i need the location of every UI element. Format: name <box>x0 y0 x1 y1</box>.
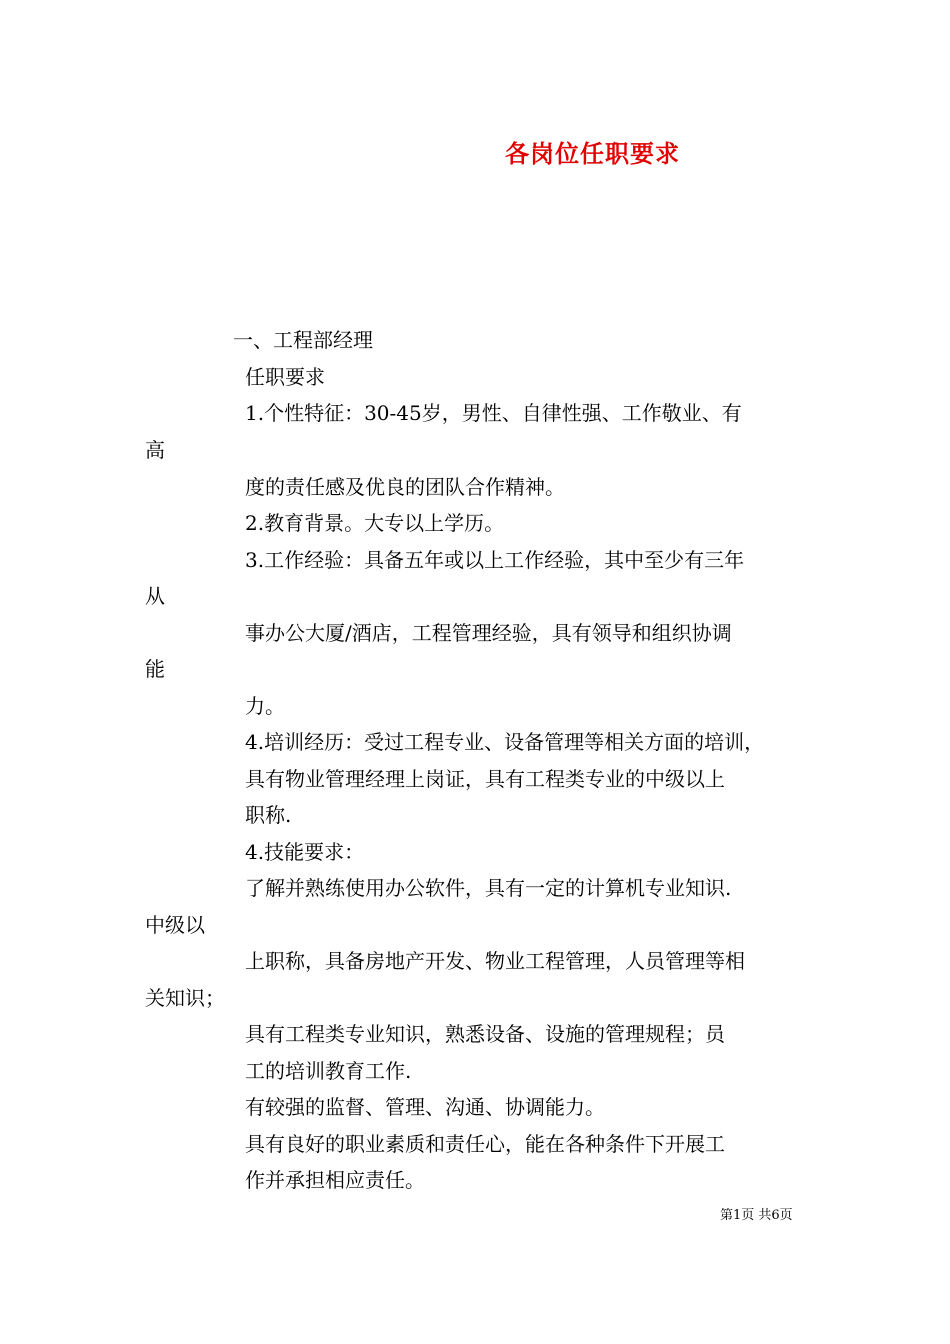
section-heading: 一、工程部经理 <box>233 328 373 352</box>
body-line: 度的责任感及优良的团队合作精神。 <box>245 475 565 499</box>
body-line-wrap: 关知识； <box>145 986 225 1010</box>
body-line-wrap: 中级以 <box>145 913 205 937</box>
body-line: 具有良好的职业素质和责任心，能在各种条件下开展工 <box>245 1132 725 1156</box>
body-line: 任职要求 <box>245 365 325 389</box>
body-line: 4.培训经历：受过工程专业、设备管理等相关方面的培训， <box>245 730 765 754</box>
body-line: 具有物业管理经理上岗证，具有工程类专业的中级以上 <box>245 767 725 791</box>
body-line: 作并承担相应责任。 <box>245 1168 425 1192</box>
body-line: 4.技能要求： <box>245 840 365 864</box>
body-line: 了解并熟练使用办公软件，具有一定的计算机专业知识. <box>245 876 732 900</box>
body-line-wrap: 从 <box>145 584 165 608</box>
body-line: 力。 <box>245 694 285 718</box>
body-line: 具有工程类专业知识，熟悉设备、设施的管理规程；员 <box>245 1022 725 1046</box>
body-line-wrap: 高 <box>145 438 165 462</box>
body-line: 职称. <box>245 803 292 827</box>
body-line: 有较强的监督、管理、沟通、协调能力。 <box>245 1095 605 1119</box>
body-line-wrap: 能 <box>145 657 165 681</box>
body-line: 上职称，具备房地产开发、物业工程管理，人员管理等相 <box>245 949 745 973</box>
document-title: 各岗位任职要求 <box>505 139 680 168</box>
body-line: 事办公大厦/酒店，工程管理经验，具有领导和组织协调 <box>245 621 732 645</box>
body-line: 工的培训教育工作. <box>245 1059 412 1083</box>
body-line: 1.个性特征：30-45岁，男性、自律性强、工作敬业、有 <box>245 401 742 425</box>
page-number: 第1页 共6页 <box>720 1208 793 1223</box>
body-line: 3.工作经验：具备五年或以上工作经验，其中至少有三年 <box>245 548 745 572</box>
body-line: 2.教育背景。大专以上学历。 <box>245 511 505 535</box>
